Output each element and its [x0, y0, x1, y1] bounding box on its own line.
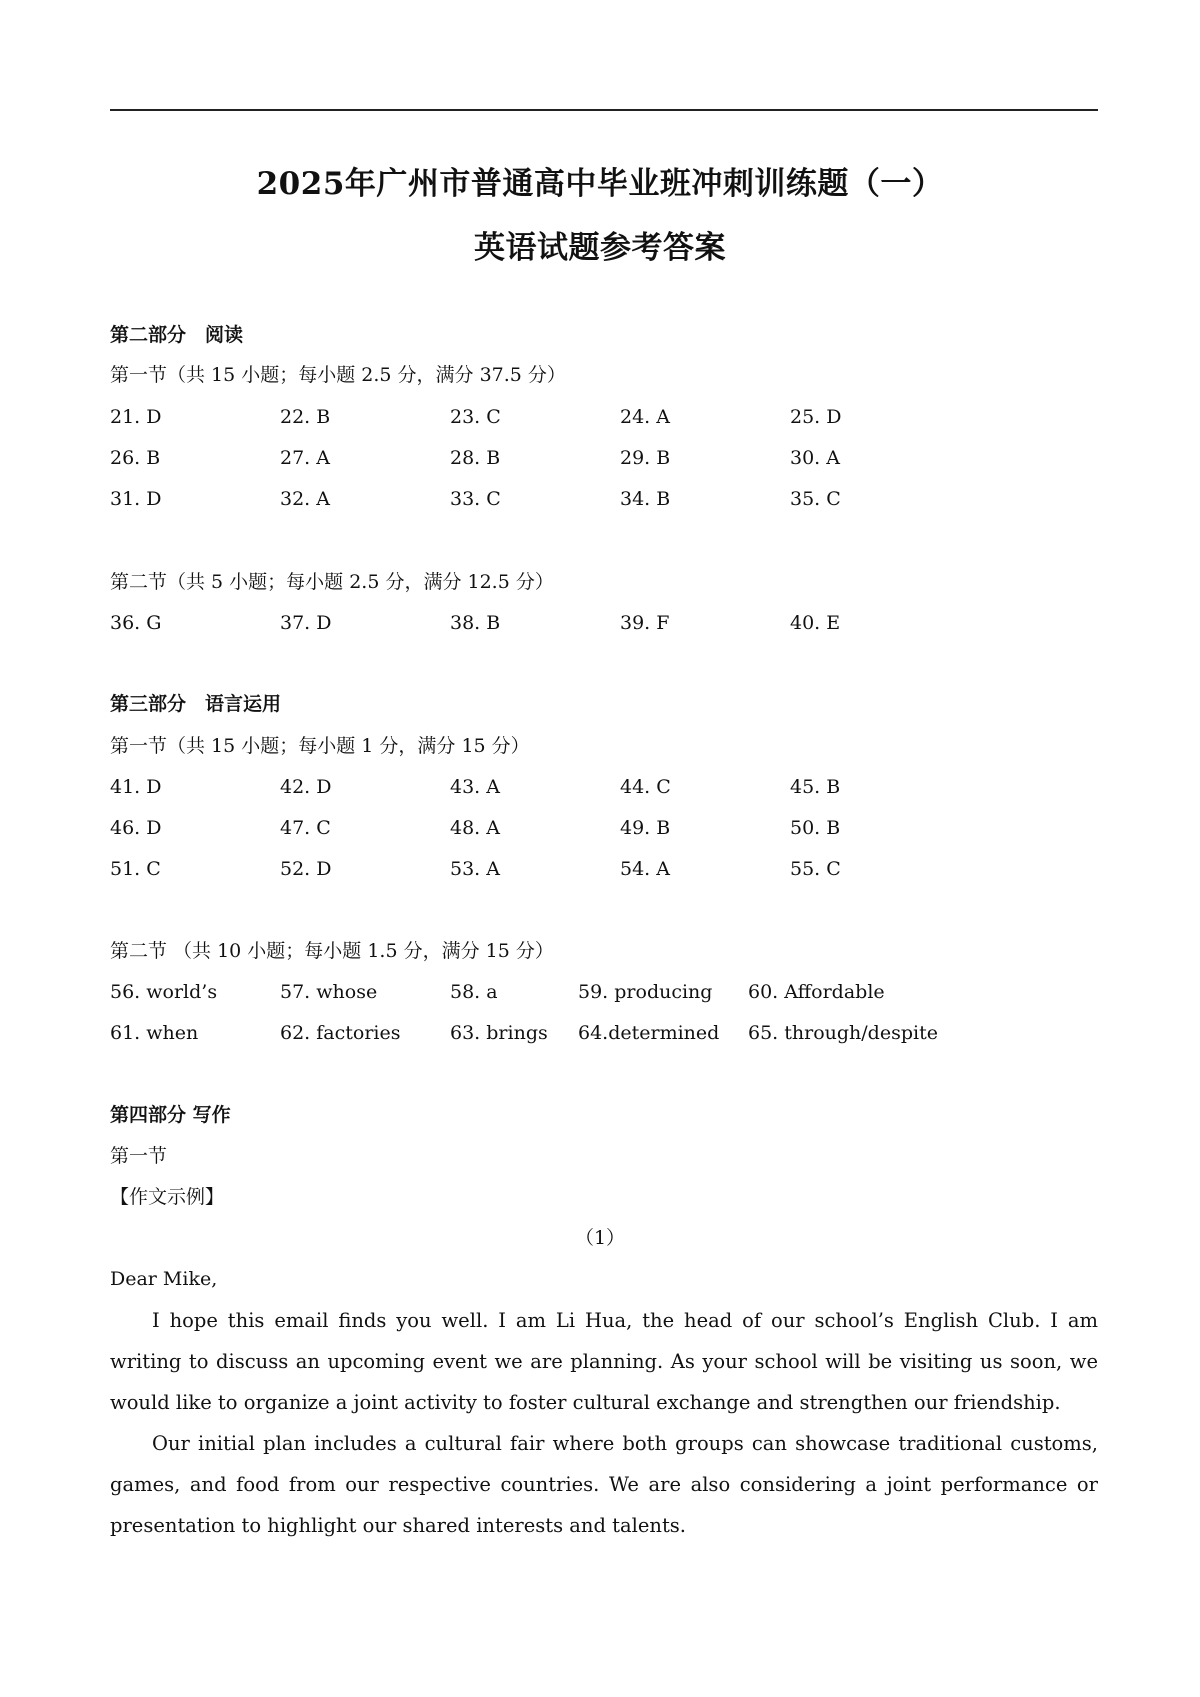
answer-item: 55. C [790, 858, 841, 880]
letter-paragraph: Our initial plan includes a cultural fair where both groups can showcase traditional customs, games, and food from our respective countries. We are also considering a joint performance or presentation to highlight our shared interests and talents. [110, 1432, 1098, 1537]
answer-item: 36. G [110, 612, 162, 634]
answer-row [110, 405, 1090, 429]
answer-item: 49. B [620, 817, 671, 839]
answer-item: 42. D [280, 776, 332, 798]
answer-item: 61. when [110, 1022, 199, 1044]
answer-item: 28. B [450, 447, 501, 469]
answer-item: 50. B [790, 817, 841, 839]
answer-row [110, 446, 1090, 470]
document-subtitle: 英语试题参考答案 [474, 230, 726, 266]
answer-item: 45. B [790, 776, 841, 798]
answer-row [110, 1021, 1090, 1045]
header-rule [110, 109, 1098, 111]
answer-item: 56. world’s [110, 981, 218, 1003]
answer-item: 35. C [790, 488, 841, 510]
answer-item: 62. factories [280, 1022, 401, 1044]
letter-salutation: Dear Mike, [110, 1268, 218, 1290]
answer-item: 60. Affordable [748, 981, 885, 1003]
document-title: 2025年广州市普通高中毕业班冲刺训练题（一） [256, 166, 944, 202]
answer-item: 31. D [110, 488, 162, 510]
answer-item: 24. A [620, 406, 670, 428]
answer-item: 46. D [110, 817, 162, 839]
answer-row [110, 857, 1090, 881]
answer-item: 37. D [280, 612, 332, 634]
sample-number: （1） [574, 1227, 626, 1249]
answer-item: 51. C [110, 858, 161, 880]
answer-item: 38. B [450, 612, 501, 634]
answer-item: 65. through/despite [748, 1022, 938, 1044]
answer-item: 34. B [620, 488, 671, 510]
part4-section-label: 第一节 [110, 1145, 168, 1167]
answer-item: 52. D [280, 858, 332, 880]
answer-item: 58. a [450, 981, 498, 1003]
answer-row [110, 775, 1090, 799]
answer-item: 33. C [450, 488, 501, 510]
answer-row [110, 611, 1090, 635]
answer-item: 41. D [110, 776, 162, 798]
answer-item: 44. C [620, 776, 671, 798]
answer-item: 25. D [790, 406, 842, 428]
answer-item: 63. brings [450, 1022, 548, 1044]
answer-item: 59. producing [578, 981, 713, 1003]
part2-heading: 第二部分 阅读 [110, 324, 244, 346]
answer-row [110, 980, 1090, 1004]
answer-item: 47. C [280, 817, 331, 839]
letter-paragraph: I hope this email finds you well. I am Li Hua, the head of our school’s English Club. I am writing to discuss an upcoming event we are planning. As your school will be visiting us soon, we would like to organize a joint activity to foster cultural exchange and strengthen our friendship. [110, 1309, 1098, 1414]
part2-section2-label: 第二节（共 5 小题；每小题 2.5 分，满分 12.5 分） [110, 571, 554, 593]
answer-item: 22. B [280, 406, 331, 428]
answer-item: 30. A [790, 447, 840, 469]
answer-item: 23. C [450, 406, 501, 428]
answer-item: 40. E [790, 612, 841, 634]
part2-section1-label: 第一节（共 15 小题；每小题 2.5 分，满分 37.5 分） [110, 364, 566, 386]
answer-item: 57. whose [280, 981, 378, 1003]
answer-item: 26. B [110, 447, 161, 469]
part4-heading: 第四部分 写作 [110, 1104, 231, 1126]
answer-item: 53. A [450, 858, 500, 880]
part3-section2-label: 第二节 （共 10 小题；每小题 1.5 分，满分 15 分） [110, 940, 554, 962]
sample-essay-label: 【作文示例】 [110, 1186, 225, 1208]
answer-item: 32. A [280, 488, 330, 510]
answer-item: 21. D [110, 406, 162, 428]
answer-item: 39. F [620, 612, 670, 634]
answer-row [110, 816, 1090, 840]
answer-row [110, 487, 1090, 511]
answer-item: 64.determined [578, 1022, 720, 1044]
answer-item: 43. A [450, 776, 500, 798]
answer-item: 27. A [280, 447, 330, 469]
part3-heading: 第三部分 语言运用 [110, 693, 282, 715]
answer-item: 54. A [620, 858, 670, 880]
answer-item: 48. A [450, 817, 500, 839]
answer-item: 29. B [620, 447, 671, 469]
part3-section1-label: 第一节（共 15 小题；每小题 1 分，满分 15 分） [110, 735, 530, 757]
